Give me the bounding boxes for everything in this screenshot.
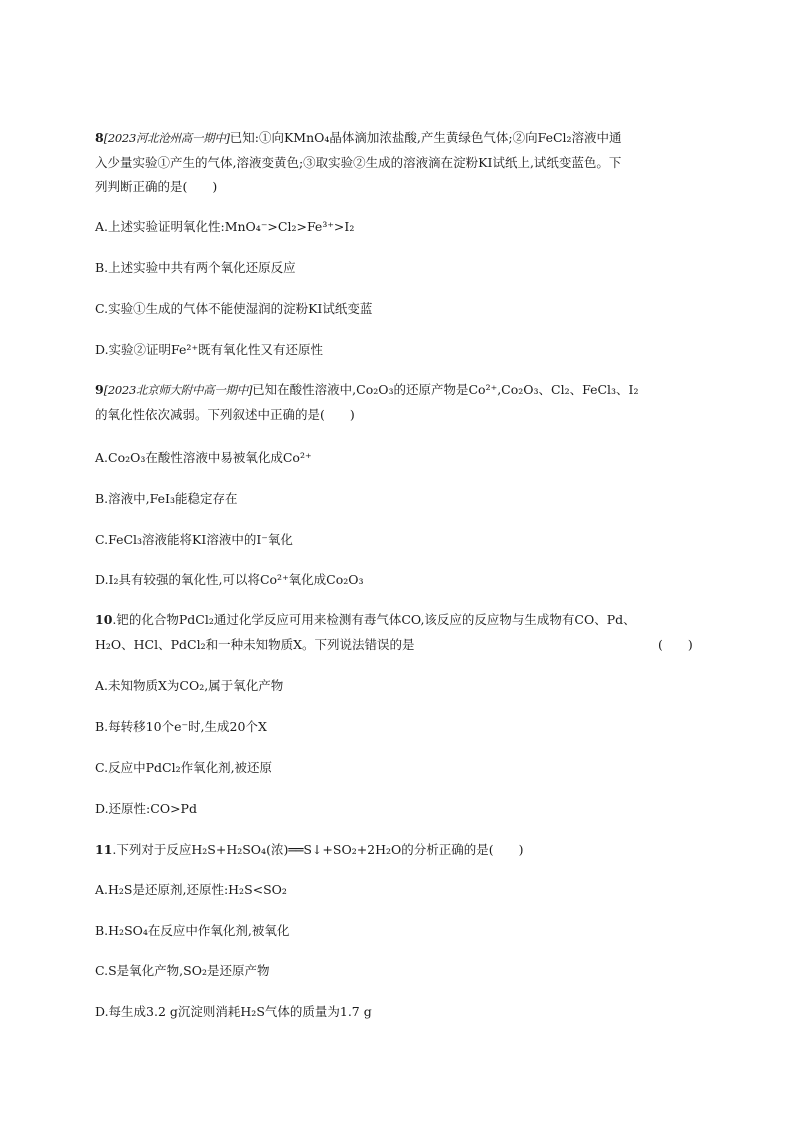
q9-stem-line-1 bbox=[95, 380, 639, 400]
q10-option-b: B.每转移10个e⁻时,生成20个X bbox=[95, 719, 267, 734]
q10-answer-paren: ( ) bbox=[658, 637, 693, 652]
q8-stem-line-3: 列判断正确的是( ) bbox=[95, 179, 218, 194]
q10-option-d: D.还原性:CO>Pd bbox=[95, 801, 197, 816]
q9-option-d: D.I₂具有较强的氧化性,可以将Co²⁺氧化成Co₂O₃ bbox=[95, 572, 364, 587]
q9-option-b: B.溶液中,FeI₃能稳定存在 bbox=[95, 491, 238, 506]
q8-option-c: C.实验①生成的气体不能使湿润的淀粉KI试纸变蓝 bbox=[95, 301, 373, 316]
q10-stem-line-2: H₂O、HCl、PdCl₂和一种未知物质X。下列说法错误的是 bbox=[95, 637, 415, 652]
q9-number: 9 bbox=[95, 382, 104, 397]
q11-option-d: D.每生成3.2 g沉淀则消耗H₂S气体的质量为1.7 g bbox=[95, 1004, 372, 1019]
q11-stem-line-1 bbox=[95, 840, 524, 860]
q8-stem-line-1 bbox=[95, 128, 622, 148]
q11-option-b: B.H₂SO₄在反应中作氧化剂,被氧化 bbox=[95, 923, 290, 938]
q8-option-a: A.上述实验证明氧化性:MnO₄⁻>Cl₂>Fe³⁺>I₂ bbox=[95, 219, 355, 234]
q10-number: 10 bbox=[95, 612, 113, 627]
q9-source: [2023北京师大附中高一期中] bbox=[103, 383, 253, 397]
q8-stem-text-1: 已知:①向KMnO₄晶体滴加浓盐酸,产生黄绿色气体;②向FeCl₂溶液中通 bbox=[229, 130, 622, 145]
q10-stem-text-1: .钯的化合物PdCl₂通过化学反应可用来检测有毒气体CO,该反应的反应物与生成物有CO、Pd、 bbox=[112, 612, 636, 627]
q8-source: [2023河北沧州高一期中] bbox=[103, 131, 230, 145]
q9-option-c: C.FeCl₃溶液能将KI溶液中的I⁻氧化 bbox=[95, 532, 293, 547]
q10-stem-line-1 bbox=[95, 610, 636, 630]
q9-stem-line-2: 的氧化性依次减弱。下列叙述中正确的是( ) bbox=[95, 407, 355, 422]
q11-number: 11 bbox=[95, 842, 113, 857]
q8-option-d: D.实验②证明Fe²⁺既有氧化性又有还原性 bbox=[95, 342, 324, 357]
q11-option-c: C.S是氧化产物,SO₂是还原产物 bbox=[95, 963, 270, 978]
q10-option-a: A.未知物质X为CO₂,属于氧化产物 bbox=[95, 678, 284, 693]
q9-option-a: A.Co₂O₃在酸性溶液中易被氧化成Co²⁺ bbox=[95, 450, 312, 465]
q10-option-c: C.反应中PdCl₂作氧化剂,被还原 bbox=[95, 760, 273, 775]
q8-stem-line-2: 入少量实验①产生的气体,溶液变黄色;③取实验②生成的溶液滴在淀粉KI试纸上,试纸变蓝色。下 bbox=[95, 155, 622, 170]
q8-number: 8 bbox=[95, 130, 104, 145]
q8-option-b: B.上述实验中共有两个氧化还原反应 bbox=[95, 260, 296, 275]
q9-stem-text-1: 已知在酸性溶液中,Co₂O₃的还原产物是Co²⁺,Co₂O₃、Cl₂、FeCl₃、I₂ bbox=[252, 382, 639, 397]
q11-stem-text-1: .下列对于反应H₂S+H₂SO₄(浓)══S↓+SO₂+2H₂O的分析正确的是( ) bbox=[112, 842, 524, 857]
q11-option-a: A.H₂S是还原剂,还原性:H₂S<SO₂ bbox=[95, 882, 287, 897]
